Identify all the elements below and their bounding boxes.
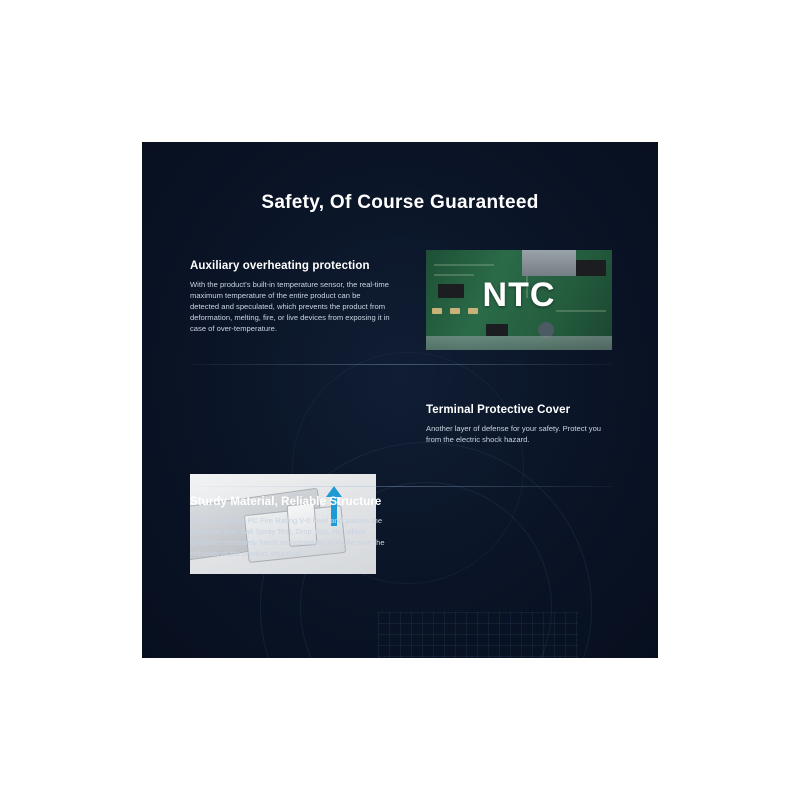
section-3-body: The casing uses PC Fire Rating V-0 level and passes the Abrasion Test, Salt Spray Test, Drop Test, etc, which simulates extremely harsh environments to make sure the reliability of the product structure. <box>190 516 385 558</box>
section-terminal-cover <box>426 404 612 445</box>
section-overheating-protection <box>190 260 390 334</box>
section-divider-2 <box>190 486 612 487</box>
pcb-trace <box>434 264 494 266</box>
section-divider-1 <box>190 364 612 365</box>
pcb-edge-strip <box>426 336 612 350</box>
section-2-body: Another layer of defense for your safety. Protect you from the electric shock hazard. <box>426 424 602 444</box>
pcb-component-block <box>522 250 576 276</box>
product-info-poster <box>142 142 658 658</box>
section-sturdy-material <box>190 496 390 559</box>
decorative-grid <box>378 612 578 658</box>
pcb-ntc-sensor-photo <box>426 250 612 350</box>
section-3-heading: Sturdy Material, Reliable Structure <box>190 496 382 508</box>
pcb-chip <box>486 324 508 336</box>
section-1-body: With the product's built-in temperature sensor, the real-time maximum temperature of the entire product can be detected and speculated, which prevents the product from deformation, melting, fire, or live devices from exposing it in case of over-temperature. <box>190 280 390 333</box>
ntc-label: NTC <box>482 276 556 314</box>
section-1-heading: Auxiliary overheating protection <box>190 260 370 272</box>
page-title: Safety, Of Course Guaranteed <box>261 192 539 213</box>
section-2-heading: Terminal Protective Cover <box>426 404 571 416</box>
pcb-chip <box>576 260 606 276</box>
